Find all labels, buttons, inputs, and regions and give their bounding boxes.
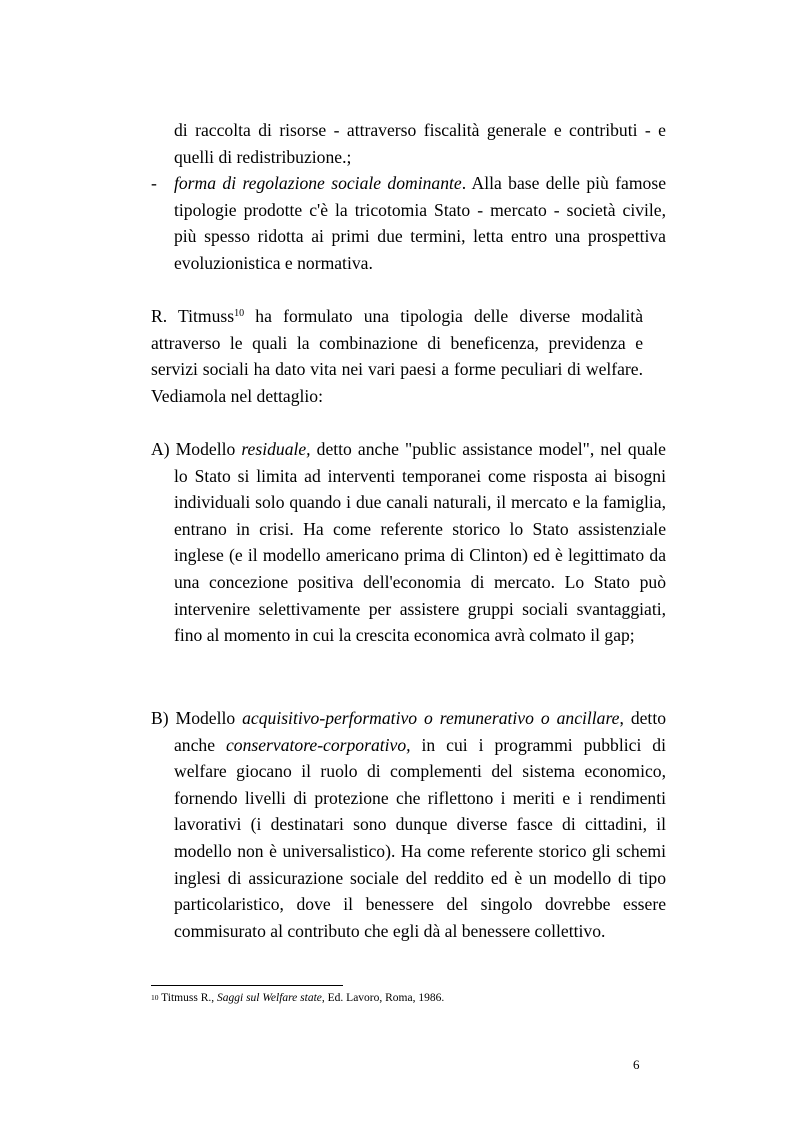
item-b-text-before: Modello <box>168 708 243 728</box>
list-item-a <box>151 436 666 649</box>
item-a-term: residuale, <box>241 439 311 459</box>
footnote-author: Titmuss R., <box>158 992 217 1004</box>
footnote-title: Saggi sul Welfare state <box>217 992 322 1004</box>
footnote-number: 10 <box>151 993 159 1002</box>
page-number: 6 <box>633 1057 640 1072</box>
bullet-item <box>151 170 666 276</box>
footnote-rest: , Ed. Lavoro, Roma, 1986. <box>321 992 445 1004</box>
item-b-text-after: in cui i programmi pubblici di welfare giocano il ruolo di complementi del sistema economico, fornendo livelli di protezione che riflettono i meriti e i rendimenti lavorativi (i destinatari sono dunque diverse fasce di cittadini, il modello non è universalistico). Ha come referente storico gli schemi inglesi di assicurazione sociale del reddito ed è un modello di tipo particolaristico, dove il benessere del singolo dovrebbe essere commisurato al contributo che egli dà al benessere collettivo. <box>174 734 666 941</box>
item-a-text-before: Modello <box>169 439 242 459</box>
bullet-text: . Alla base delle più famose tipologie prodotte c'è la tricotomia Stato - mercato - società civile, più spesso ridotta ai primi due termini, letta entro una prospettiva evoluzionistica e normativa. <box>174 173 667 273</box>
footnote-separator <box>151 985 343 986</box>
item-a-text-after: detto anche "public assistance model", nel quale lo Stato si limita ad interventi temporanei come risposta ai bisogni individuali solo quando i due canali naturali, il mercato e la famiglia, entrano in crisi. Ha come referente storico lo Stato assistenziale inglese (e il modello americano prima di Clinton) ed è legittimato da una concezione positiva dell'economia di mercato. Lo Stato può intervenire selettivamente per assistere gruppi sociali svantaggiati, fino al momento in cui la crescita economica avrà colmato il gap; <box>174 439 666 646</box>
continuation-text: di raccolta di risorse - attraverso fiscalità generale e contributi - e quelli di redistribuzione.; <box>174 120 666 167</box>
footnote <box>151 991 444 1006</box>
item-a-marker: A) <box>151 439 170 459</box>
list-item-b <box>151 705 666 944</box>
intro-paragraph <box>151 303 643 409</box>
intro-text: ha formulato una tipologia delle diverse modalità attraverso le quali la combinazione di beneficenza, previdenza e servizi sociali ha dato vita nei vari paesi a forme peculiari di welfare. Vediamola nel dettaglio: <box>151 306 643 406</box>
item-b-term2: conservatore-corporativo, <box>226 734 411 755</box>
bullet-term: forma di regolazione sociale dominante <box>174 173 462 193</box>
intro-author: R. Titmuss <box>151 306 235 326</box>
item-b-text-mid: , detto anche <box>174 708 666 755</box>
continuation-paragraph <box>151 117 666 170</box>
bullet-marker: - <box>151 173 157 193</box>
footnote-reference: 10 <box>234 308 245 319</box>
item-b-term1: acquisitivo-performativo o remunerativo o ancillare <box>242 708 620 728</box>
item-b-marker: B) <box>151 708 169 728</box>
